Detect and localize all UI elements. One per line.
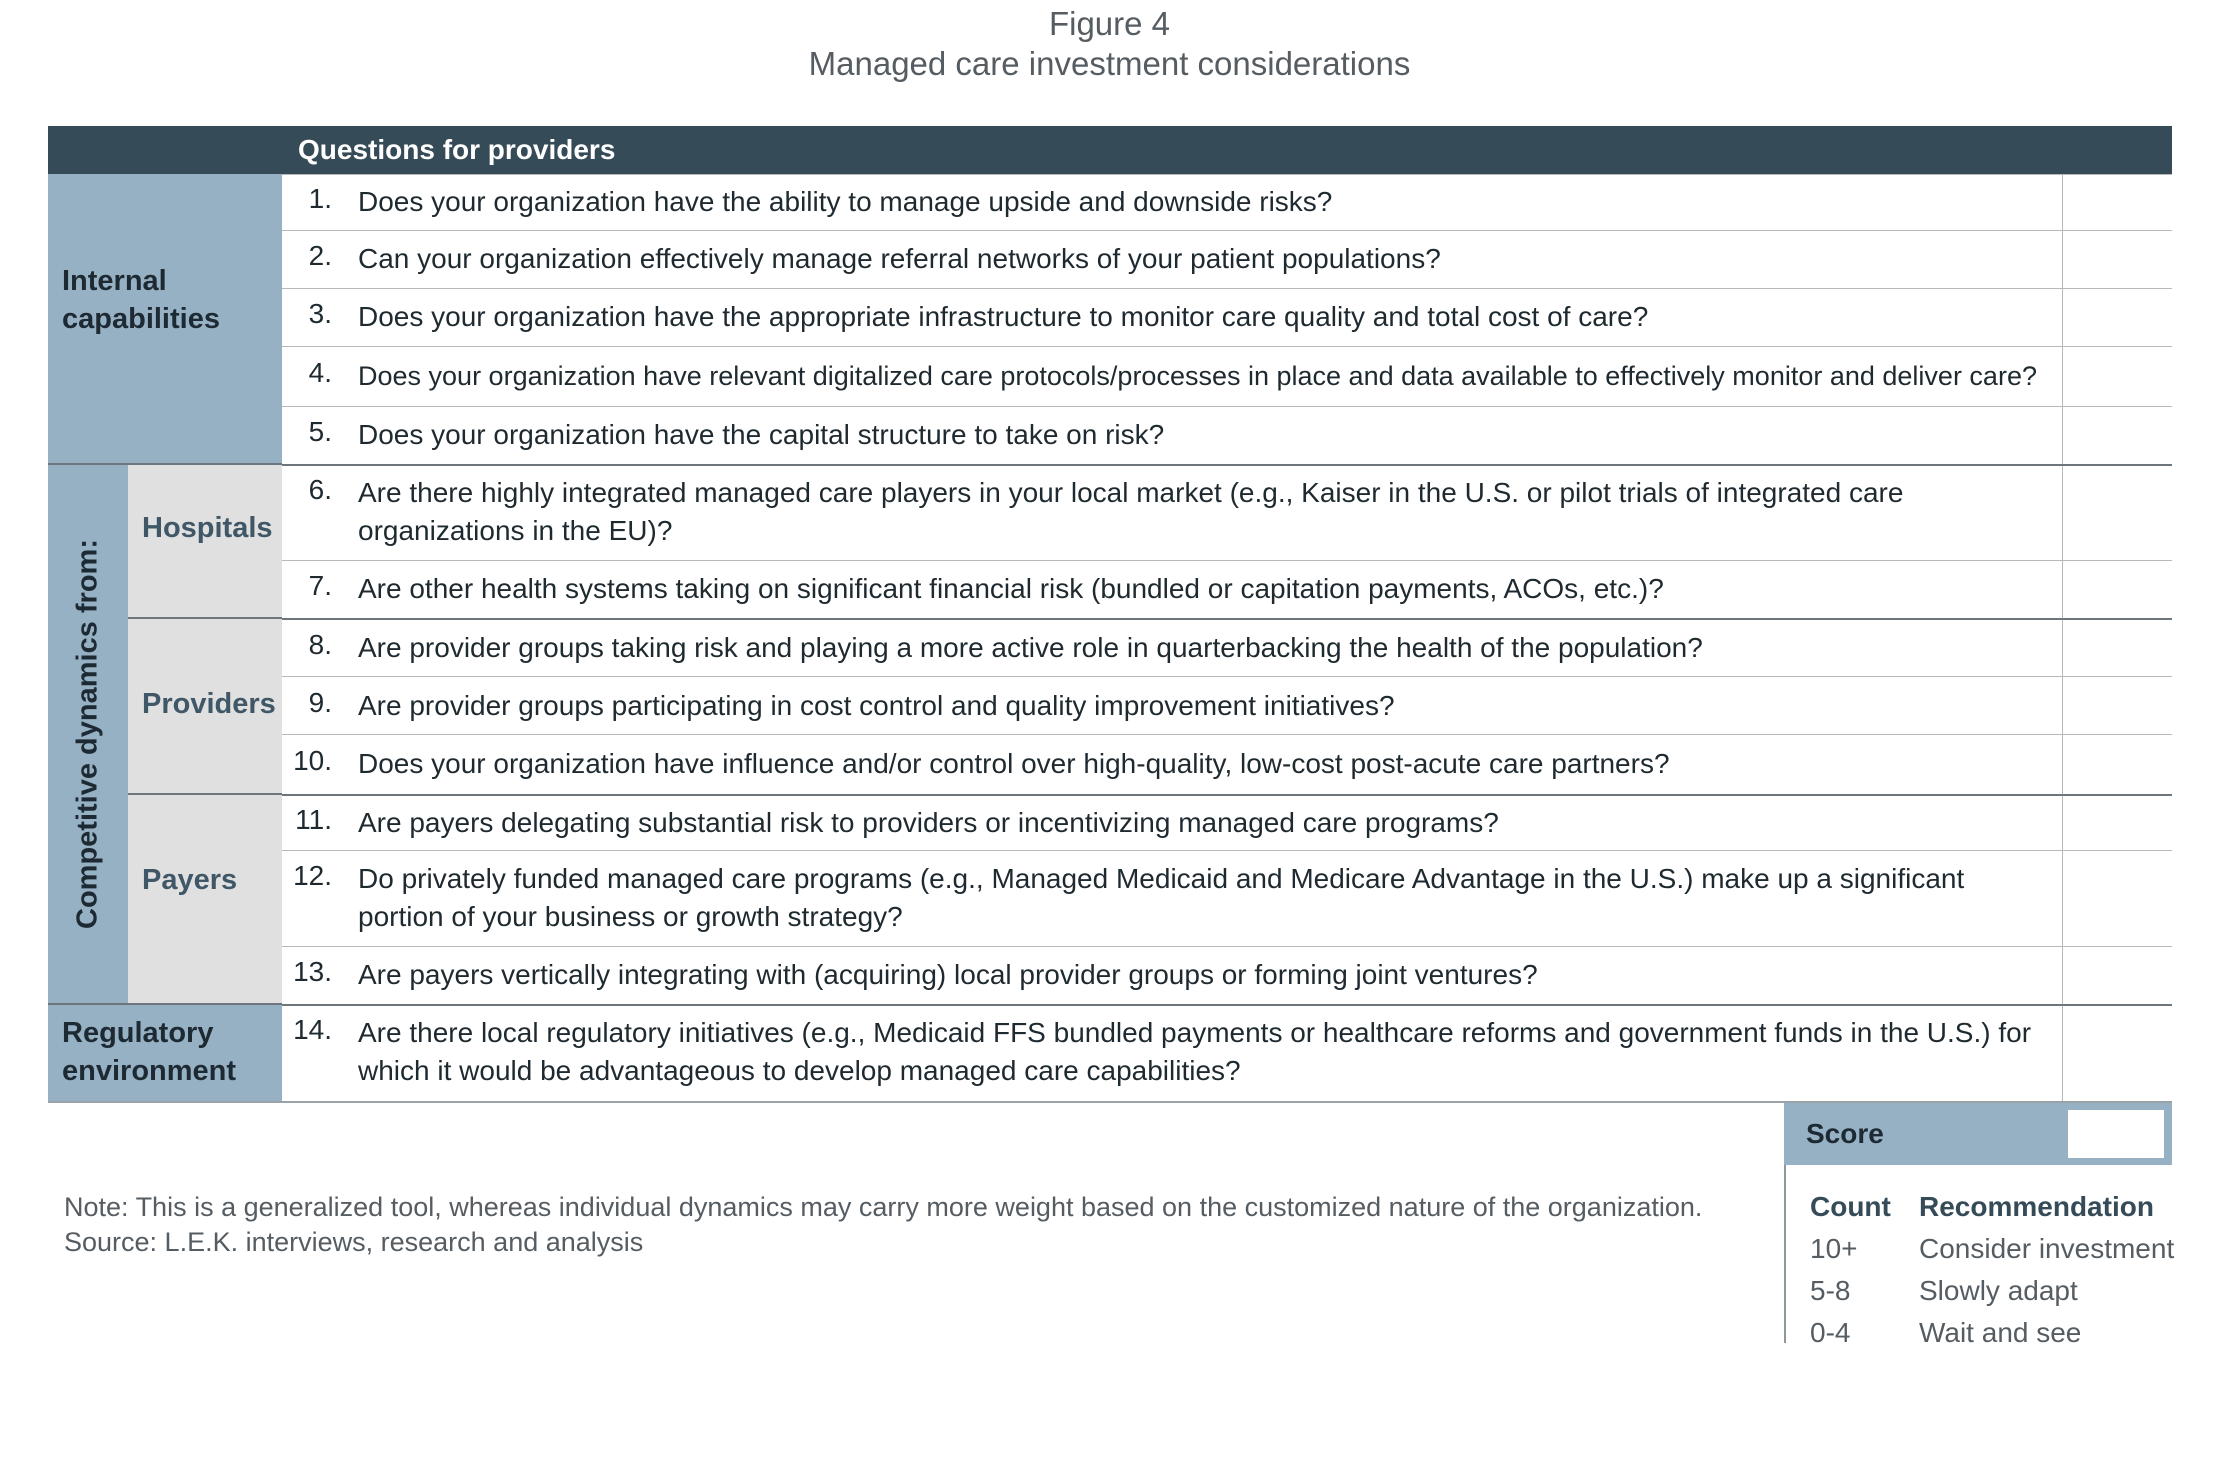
question-number: 1. bbox=[308, 183, 332, 214]
subcategory-label: Hospitals bbox=[142, 512, 273, 544]
question-row bbox=[282, 850, 2172, 946]
question-number: 3. bbox=[308, 298, 332, 329]
score-bar bbox=[1784, 1103, 2172, 1165]
section-divider bbox=[128, 793, 282, 795]
question-row bbox=[282, 676, 2172, 734]
subcategory-label: Providers bbox=[142, 688, 276, 720]
section-divider bbox=[48, 1003, 282, 1005]
question-row bbox=[282, 1004, 2172, 1101]
question-row bbox=[282, 560, 2172, 618]
score-input-box[interactable] bbox=[2068, 1110, 2164, 1158]
question-row bbox=[282, 464, 2172, 560]
questions-header: Questions for providers bbox=[298, 134, 616, 165]
note-prefix: Note: bbox=[64, 1192, 129, 1222]
question-number: 6. bbox=[308, 474, 332, 505]
question-text: Does your organization have the capital structure to take on risk? bbox=[358, 419, 1165, 450]
question-number: 4. bbox=[308, 357, 332, 388]
answer-box[interactable] bbox=[2062, 561, 2172, 618]
question-row bbox=[282, 734, 2172, 794]
legend-count: 5-8 bbox=[1810, 1275, 1851, 1306]
legend-recommendation: Wait and see bbox=[1919, 1317, 2082, 1348]
question-text: Are provider groups taking risk and playing a more active role in quarterbacking the health of the population? bbox=[358, 632, 1703, 663]
question-number: 5. bbox=[308, 416, 332, 447]
figure-label: Figure 4 bbox=[1048, 5, 1171, 42]
question-number: 8. bbox=[308, 629, 332, 660]
figure-title: Managed care investment considerations bbox=[808, 45, 1411, 82]
note-line bbox=[64, 1190, 1702, 1225]
answer-box[interactable] bbox=[2062, 347, 2172, 406]
question-text: Does your organization have relevant digitalized care protocols/processes in place and data available to effectively monitor and deliver care? bbox=[358, 361, 2037, 391]
category-regulatory-environment bbox=[48, 1004, 282, 1101]
question-text: Are other health systems taking on significant financial risk (bundled or capitation payments, ACOs, etc.)? bbox=[358, 573, 1664, 604]
subcategory-payers bbox=[128, 794, 282, 1004]
category-label: Competitive dynamics from: bbox=[71, 539, 104, 929]
question-text: Does your organization have the appropriate infrastructure to monitor care quality and total cost of care? bbox=[358, 301, 1649, 332]
answer-box[interactable] bbox=[2062, 289, 2172, 346]
question-text: Are payers vertically integrating with (acquiring) local provider groups or forming joint ventures? bbox=[358, 959, 1538, 990]
legend-recommendation: Consider investment bbox=[1919, 1233, 2175, 1264]
question-number: 13. bbox=[293, 956, 332, 987]
score-label: Score bbox=[1806, 1118, 1884, 1149]
question-row bbox=[282, 618, 2172, 676]
subcategory-providers bbox=[128, 618, 282, 794]
question-text: Does your organization have the ability to manage upside and downside risks? bbox=[358, 186, 1333, 217]
question-row bbox=[282, 946, 2172, 1004]
answer-box[interactable] bbox=[2062, 466, 2172, 560]
legend-count: 0-4 bbox=[1810, 1317, 1851, 1348]
table-header bbox=[48, 126, 2172, 174]
subcategory-hospitals bbox=[128, 464, 282, 618]
question-number: 10. bbox=[293, 745, 332, 776]
question-text: Are payers delegating substantial risk to providers or incentivizing managed care programs? bbox=[358, 807, 1499, 838]
answer-box[interactable] bbox=[2062, 407, 2172, 464]
source-line: Source: L.E.K. interviews, research and analysis bbox=[64, 1227, 644, 1257]
category-internal-capabilities bbox=[48, 174, 282, 464]
count-header: Count bbox=[1810, 1191, 1891, 1222]
question-number: 14. bbox=[293, 1014, 332, 1045]
answer-box[interactable] bbox=[2062, 851, 2172, 946]
category-competitive-dynamics bbox=[48, 464, 128, 1004]
section-divider bbox=[48, 463, 282, 465]
question-row bbox=[282, 794, 2172, 850]
category-label: Regulatory environment bbox=[62, 1017, 237, 1087]
question-number: 2. bbox=[308, 240, 332, 271]
answer-box[interactable] bbox=[2062, 796, 2172, 850]
answer-box[interactable] bbox=[2062, 1006, 2172, 1101]
question-number: 12. bbox=[293, 860, 332, 891]
legend-recommendation: Slowly adapt bbox=[1919, 1275, 2078, 1306]
question-row bbox=[282, 174, 2172, 230]
recommendation-header: Recommendation bbox=[1919, 1191, 2154, 1222]
answer-box[interactable] bbox=[2062, 677, 2172, 734]
category-label: Internal capabilities bbox=[62, 265, 220, 335]
question-text: Are provider groups participating in cost control and quality improvement initiatives? bbox=[358, 690, 1395, 721]
question-number: 9. bbox=[308, 687, 332, 718]
answer-box[interactable] bbox=[2062, 231, 2172, 288]
question-number: 11. bbox=[295, 804, 332, 835]
question-row bbox=[282, 230, 2172, 288]
question-number: 7. bbox=[308, 570, 332, 601]
question-text: Are there local regulatory initiatives (e.g., Medicaid FFS bundled payments or healthcare reforms and government funds in the U.S.) for which it would be advantageous to develop managed care capabilities? bbox=[358, 1017, 2032, 1086]
question-row bbox=[282, 346, 2172, 406]
answer-box[interactable] bbox=[2062, 175, 2172, 230]
legend-count: 10+ bbox=[1810, 1233, 1858, 1264]
note-text: This is a generalized tool, whereas individual dynamics may carry more weight based on the customized nature of the organization. bbox=[135, 1192, 1703, 1222]
question-text: Are there highly integrated managed care players in your local market (e.g., Kaiser in the U.S. or pilot trials of integrated care organizations in the EU)? bbox=[358, 477, 1904, 546]
question-text: Do privately funded managed care programs (e.g., Managed Medicaid and Medicare Advantage in the U.S.) make up a significant portion of your business or growth strategy? bbox=[358, 863, 1965, 932]
note-block bbox=[64, 1190, 1702, 1260]
subcategory-label: Payers bbox=[142, 864, 238, 896]
question-row bbox=[282, 406, 2172, 464]
answer-box[interactable] bbox=[2062, 620, 2172, 676]
section-divider bbox=[128, 617, 282, 619]
answer-box[interactable] bbox=[2062, 735, 2172, 794]
question-text: Does your organization have influence and/or control over high-quality, low-cost post-acute care partners? bbox=[358, 748, 1670, 779]
question-row bbox=[282, 288, 2172, 346]
answer-box[interactable] bbox=[2062, 947, 2172, 1004]
question-text: Can your organization effectively manage referral networks of your patient populations? bbox=[358, 243, 1441, 274]
